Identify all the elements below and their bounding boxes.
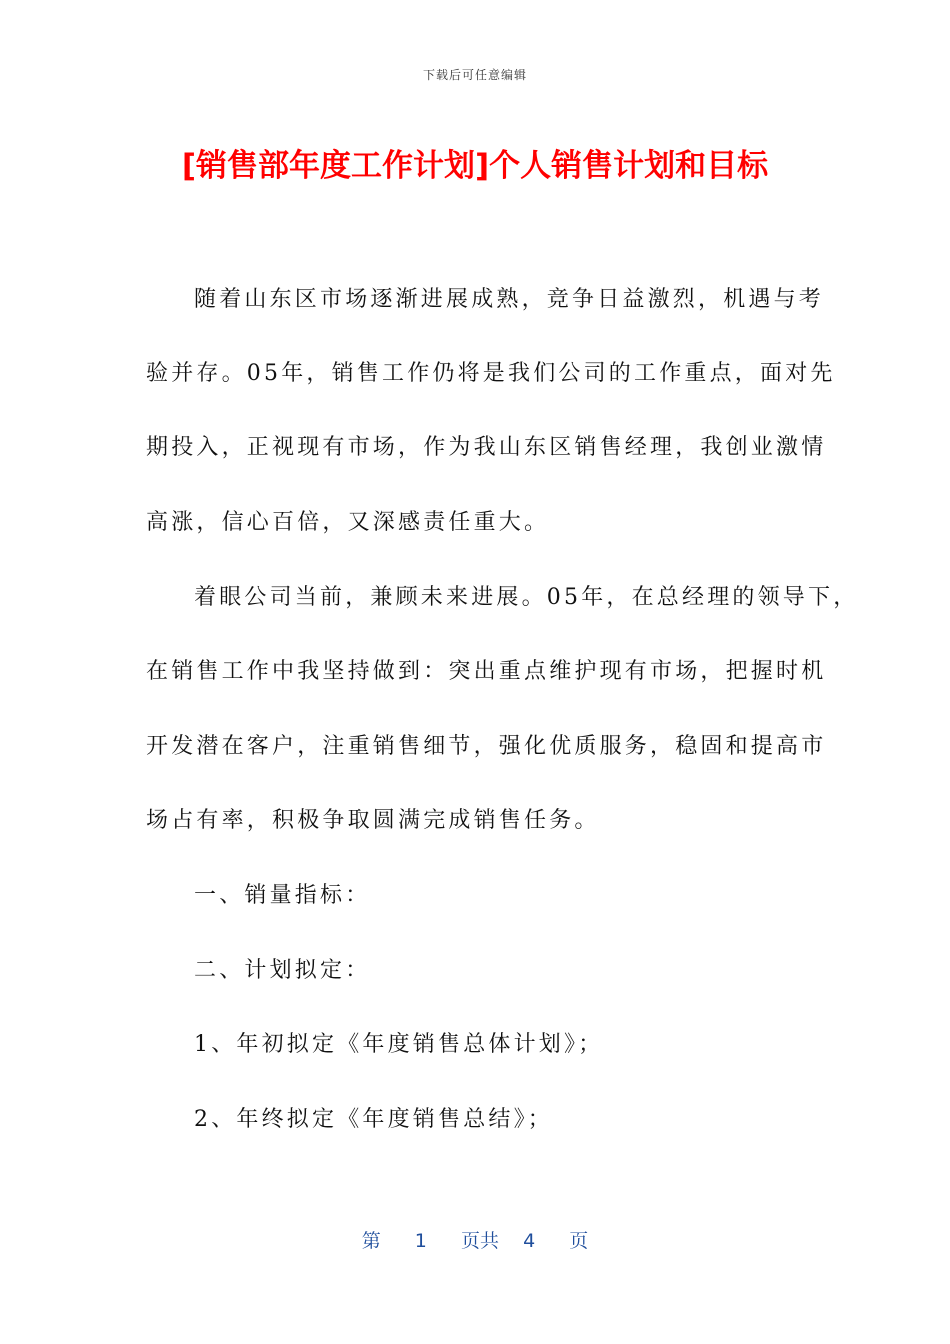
paragraph-line: 验并存。05年，销售工作仍将是我们公司的工作重点，面对先: [146, 361, 836, 386]
footer-total-pages: 4: [523, 1230, 536, 1252]
footer-current-page: 1: [414, 1230, 427, 1252]
section-heading: 一、销量指标：: [194, 883, 371, 908]
footer-total-word: 页共: [460, 1230, 499, 1252]
footer-end-word: 页: [569, 1230, 589, 1252]
paragraph-line: 着眼公司当前，兼顾未来进展。05年，在总经理的领导下，: [194, 585, 859, 610]
header-note: 下载后可任意编辑: [422, 68, 527, 82]
paragraph-line: 在销售工作中我坚持做到：突出重点维护现有市场，把握时机: [146, 659, 827, 684]
section-heading: 二、计划拟定：: [194, 958, 371, 983]
paragraph-line: 期投入，正视现有市场，作为我山东区销售经理，我创业激情: [146, 435, 827, 460]
footer-page-word: 第: [361, 1230, 381, 1252]
list-item: 2、年终拟定《年度销售总结》；: [194, 1107, 553, 1132]
paragraph-line: 开发潜在客户，注重销售细节，强化优质服务，稳固和提高市: [146, 734, 827, 759]
document-title: [销售部年度工作计划]个人销售计划和目标: [181, 148, 769, 184]
paragraph-line: 场占有率，积极争取圆满完成销售任务。: [146, 808, 600, 833]
paragraph-line: 高涨，信心百倍，又深感责任重大。: [146, 510, 550, 535]
paragraph-line: 随着山东区市场逐渐进展成熟，竞争日益激烈，机遇与考: [194, 287, 825, 312]
page-footer: [0, 1226, 950, 1253]
list-item: 1、年初拟定《年度销售总体计划》；: [194, 1032, 604, 1057]
